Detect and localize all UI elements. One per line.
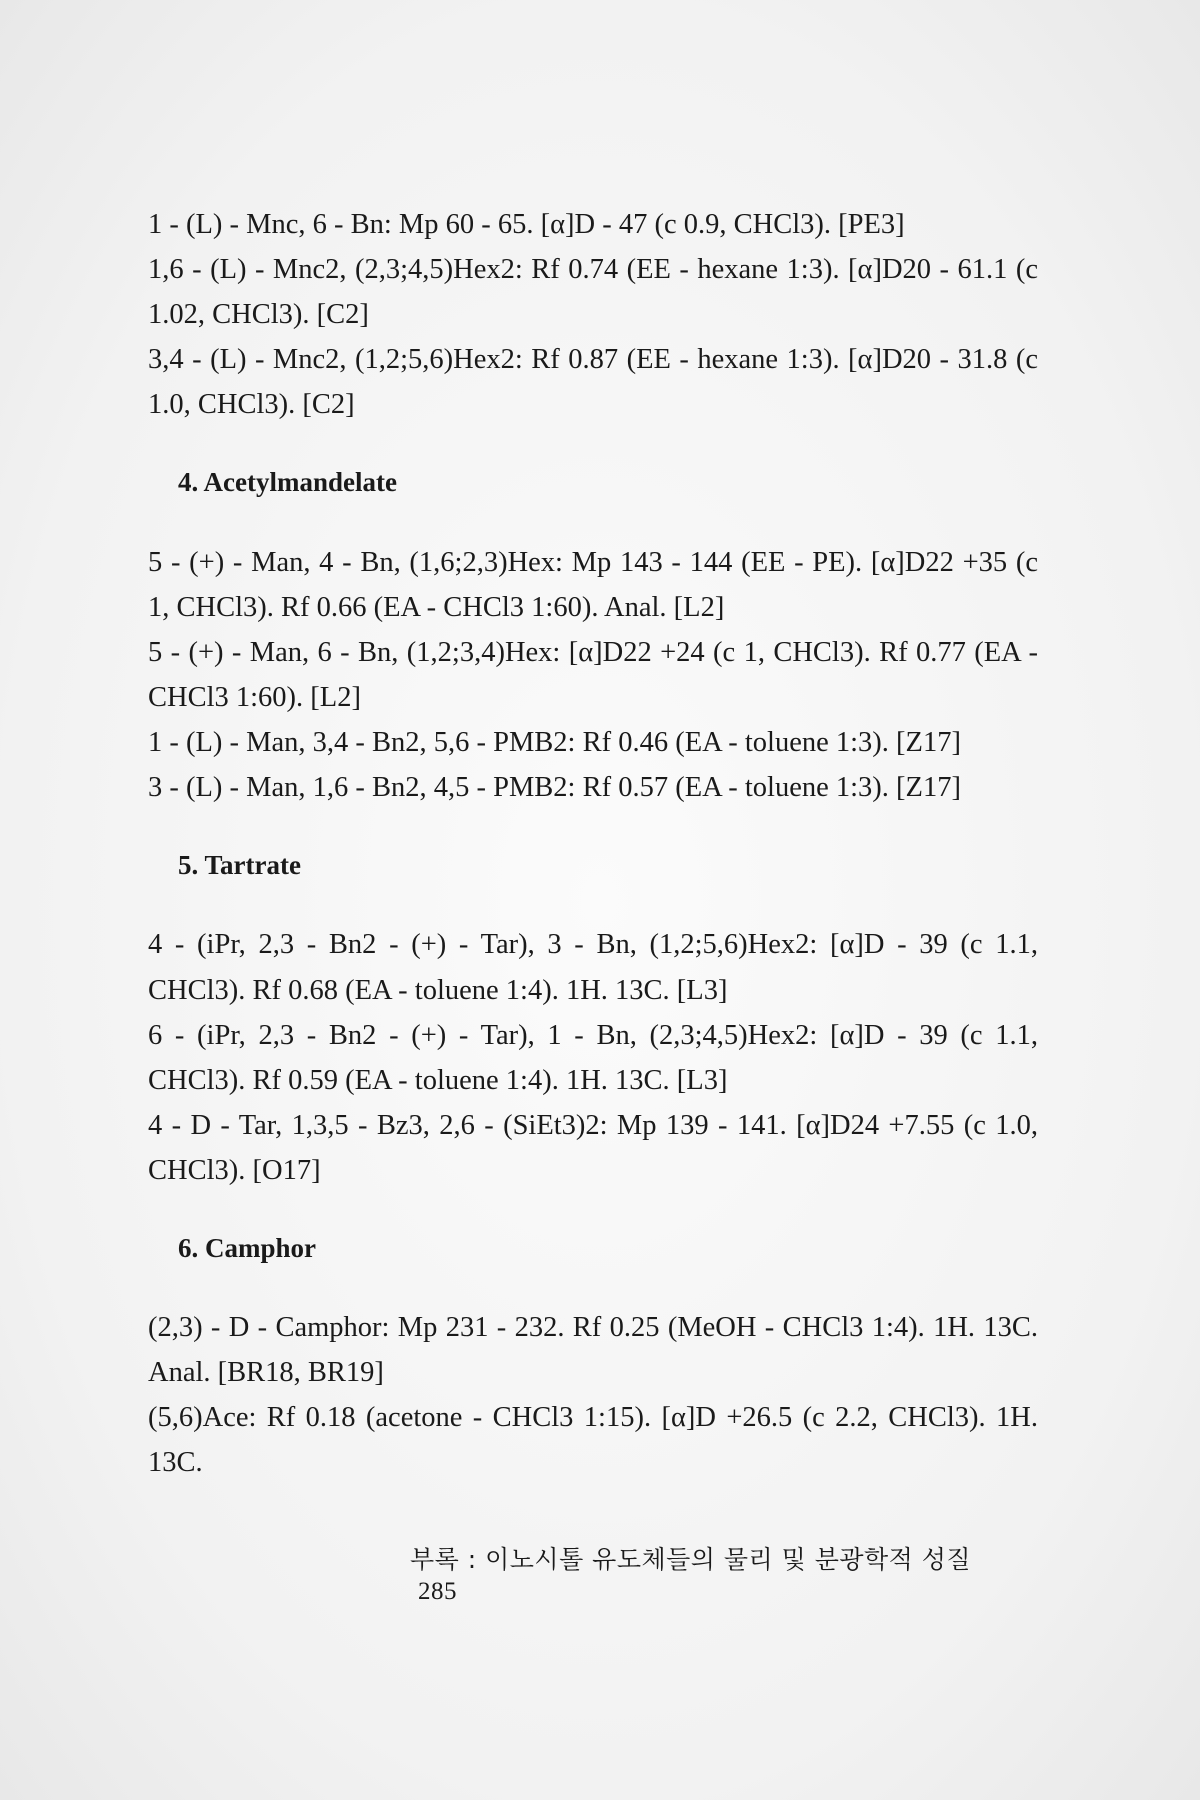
running-title: 부록 : 이노시톨 유도체들의 물리 및 분광학적 성질 — [410, 1545, 972, 1574]
entry: 4 - D - Tar, 1,3,5 - Bz3, 2,6 - (SiEt3)2: Mp 139 - 141. [α]D24 +7.55 (c 1.0, CHCl3). [O17] — [148, 1109, 1038, 1186]
section-heading-acetylmandelate: 4. Acetylmandelate — [178, 467, 397, 498]
page-footer — [410, 1540, 1010, 1606]
content — [148, 202, 1038, 1485]
entry: 5 - (+) - Man, 6 - Bn, (1,2;3,4)Hex: [α]D22 +24 (c 1, CHCl3). Rf 0.77 (EA - CHCl3 1:60). [L2] — [148, 636, 1038, 713]
entry: 6 - (iPr, 2,3 - Bn2 - (+) - Tar), 1 - Bn, (2,3;4,5)Hex2: [α]D - 39 (c 1.1, CHCl3). Rf 0.59 (EA - toluene 1:4). 1H. 13C. [L3] — [148, 1019, 1038, 1096]
entry: 1 - (L) - Mnc, 6 - Bn: Mp 60 - 65. [α]D - 47 (c 0.9, CHCl3). [PE3] — [148, 209, 905, 240]
entry: 1 - (L) - Man, 3,4 - Bn2, 5,6 - PMB2: Rf 0.46 (EA - toluene 1:3). [Z17] — [148, 726, 961, 758]
entry: 3 - (L) - Man, 1,6 - Bn2, 4,5 - PMB2: Rf 0.57 (EA - toluene 1:3). [Z17] — [148, 771, 961, 803]
entry: 5 - (+) - Man, 4 - Bn, (1,6;2,3)Hex: Mp 143 - 144 (EE - PE). [α]D22 +35 (c 1, CHCl3). Rf 0.66 (EA - CHCl3 1:60). Anal. [L2] — [148, 546, 1038, 623]
entry: (5,6)Ace: Rf 0.18 (acetone - CHCl3 1:15). [α]D +26.5 (c 2.2, CHCl3). 1H. 13C. — [148, 1402, 1038, 1479]
entry: (2,3) - D - Camphor: Mp 231 - 232. Rf 0.25 (MeOH - CHCl3 1:4). 1H. 13C. Anal. [BR18, BR19] — [148, 1312, 1038, 1389]
entry: 4 - (iPr, 2,3 - Bn2 - (+) - Tar), 3 - Bn, (1,2;5,6)Hex2: [α]D - 39 (c 1.1, CHCl3). Rf 0.68 (EA - toluene 1:4). 1H. 13C. [L3] — [148, 929, 1038, 1006]
entry: 1,6 - (L) - Mnc2, (2,3;4,5)Hex2: Rf 0.74 (EE - hexane 1:3). [α]D20 - 61.1 (c 1.02, CHCl3). [C2] — [148, 254, 1038, 331]
section-heading-tartrate: 5. Tartrate — [178, 849, 301, 880]
page-number: 285 — [418, 1578, 457, 1605]
entry: 3,4 - (L) - Mnc2, (1,2;5,6)Hex2: Rf 0.87 (EE - hexane 1:3). [α]D20 - 31.8 (c 1.0, CHCl3). [C2] — [148, 344, 1038, 421]
section-heading-camphor: 6. Camphor — [178, 1232, 317, 1263]
